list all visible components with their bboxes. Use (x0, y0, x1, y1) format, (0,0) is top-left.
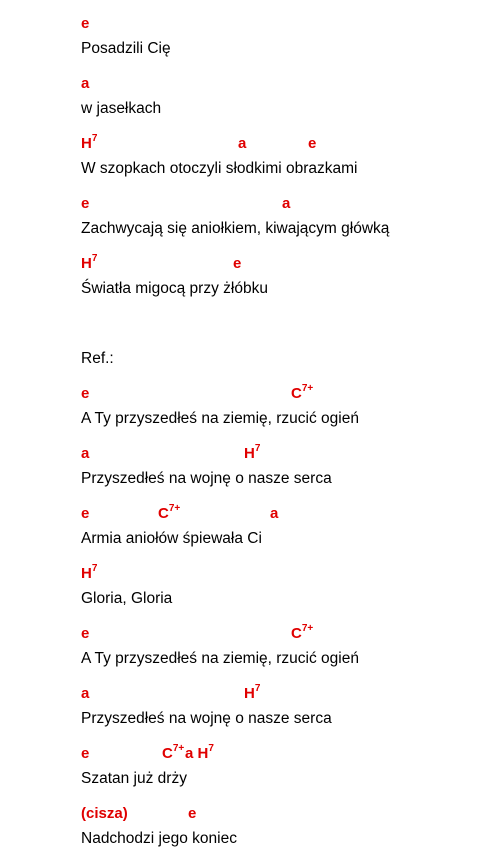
chord: $H^7$ (244, 683, 261, 702)
chord: $C^{7+}$ (158, 503, 181, 522)
chord: e (81, 505, 90, 522)
lyric-line: Armia aniołów śpiewała Ci (81, 530, 262, 547)
chord: $C^{7+}$ (291, 383, 314, 402)
chord: a (238, 135, 247, 152)
chord: a (81, 685, 90, 702)
lyric-line: Zachwycają się aniołkiem, kiwającym główką (81, 220, 390, 237)
lyric-line: w jasełkach (81, 100, 162, 117)
lyric-line: Światła migocą przy żłóbku (81, 280, 268, 297)
chord: a (81, 75, 90, 92)
chord: e (188, 805, 197, 822)
chord: $H^7$ (244, 443, 261, 462)
chord: $H^7$ (81, 133, 98, 152)
refrain-label: Ref.: (81, 350, 114, 367)
chord: e (81, 745, 90, 762)
chord: e (81, 385, 90, 402)
chord: a $H^7$ (185, 743, 214, 762)
chord: $H^7$ (81, 253, 98, 272)
lyric-line: A Ty przyszedłeś na ziemię, rzucić ogień (81, 410, 359, 427)
lyric-line: Posadzili Cię (81, 40, 171, 57)
chord: (cisza) (81, 805, 128, 822)
chord: e (81, 195, 90, 212)
chord: e (308, 135, 317, 152)
lyric-line: Gloria, Gloria (81, 590, 173, 607)
chord: $H^7$ (81, 563, 98, 582)
chord: e (233, 255, 242, 272)
lyric-line: A Ty przyszedłeś na ziemię, rzucić ogień (81, 650, 359, 667)
lyric-line: Szatan już drży (81, 770, 187, 787)
chord: a (282, 195, 291, 212)
chord: $C^{7+}$ (162, 743, 185, 762)
chord: a (81, 445, 90, 462)
lyric-line: Przyszedłeś na wojnę o nasze serca (81, 710, 332, 727)
lyric-line: Nadchodzi jego koniec (81, 830, 237, 847)
chord: $C^{7+}$ (291, 623, 314, 642)
chord: e (81, 625, 90, 642)
chord: e (81, 15, 90, 32)
lyric-line: W szopkach otoczyli słodkimi obrazkami (81, 160, 358, 177)
lyric-line: Przyszedłeś na wojnę o nasze serca (81, 470, 332, 487)
chord: a (270, 505, 279, 522)
